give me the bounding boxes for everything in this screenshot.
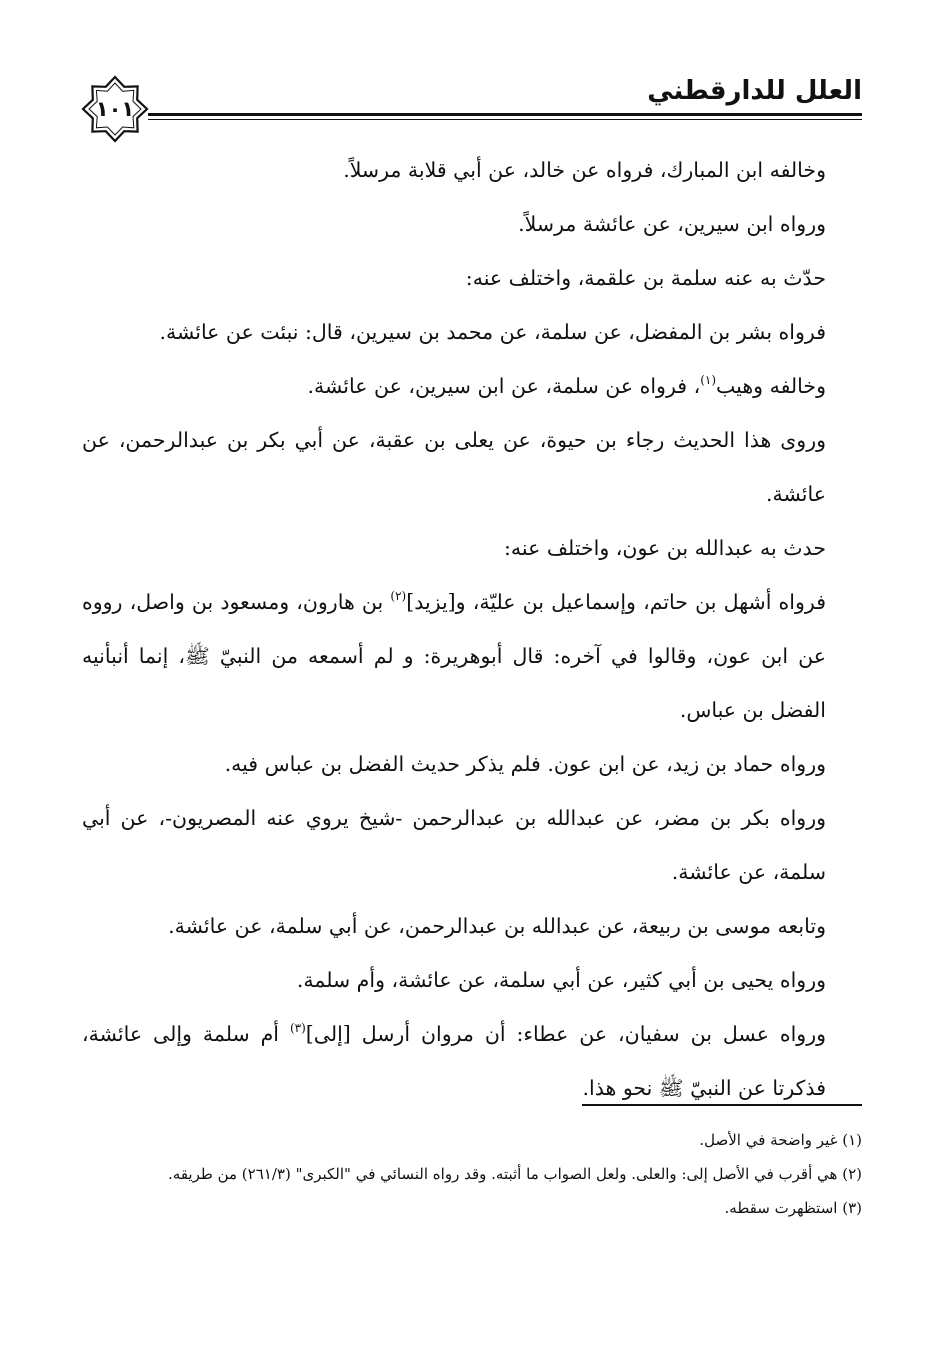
paragraph-text: وخالفه وهيب bbox=[716, 374, 826, 398]
paragraph-text: أم سلمة وإلى عائشة، فذكرتا عن النبيّ ﷺ نحو هذا. bbox=[82, 1022, 826, 1100]
page-number-ornament bbox=[80, 74, 150, 144]
footnote-ref: (١) bbox=[700, 373, 717, 387]
page-number: ١٠١ bbox=[95, 97, 135, 121]
paragraph: ورواه يحيى بن أبي كثير، عن أبي سلمة، عن عائشة، وأم سلمة. bbox=[296, 968, 826, 992]
paragraph-text: فرواه أشهل بن حاتم، وإسماعيل بن عليّة، و[يزيد] bbox=[406, 590, 827, 614]
paragraph bbox=[82, 1007, 862, 1115]
footnote: (٣) استظهرت سقطه. bbox=[724, 1199, 862, 1217]
footnotes bbox=[82, 1123, 862, 1225]
main-text bbox=[82, 143, 862, 1115]
paragraph: وخالفه ابن المبارك، فرواه عن خالد، عن أبي قلابة مرسلاً. bbox=[343, 158, 826, 182]
paragraph-text: بن هارون، ومسعود بن واصل، رووه عن ابن عون، وقالوا في آخره: قال أبوهريرة: و لم أسمعه من النبيّ ﷺ، إنما أنبأنيه الفضل بن عباس. bbox=[82, 590, 826, 722]
footnote-ref: (٣) bbox=[289, 1021, 306, 1035]
running-header-title: العلل للدارقطني bbox=[647, 76, 862, 106]
header-rule-thick bbox=[148, 113, 862, 116]
paragraph: وتابعه موسى بن ربيعة، عن عبدالله بن عبدالرحمن، عن أبي سلمة، عن عائشة. bbox=[168, 914, 826, 938]
footnote: (٢) هي أقرب في الأصل إلى: والعلى. ولعل الصواب ما أثبته. وقد رواه النسائي في "الكبرى" (٢٦١/٣) من طريقه. bbox=[168, 1165, 862, 1183]
footnote: (١) غير واضحة في الأصل. bbox=[699, 1131, 862, 1149]
paragraph-text: ، فرواه عن سلمة، عن ابن سيرين، عن عائشة. bbox=[307, 374, 701, 398]
paragraph: حدث به عبدالله بن عون، واختلف عنه: bbox=[503, 536, 826, 560]
paragraph-text: ورواه عسل بن سفيان، عن عطاء: أن مروان أرسل [إلى] bbox=[305, 1022, 826, 1046]
footnote-separator bbox=[582, 1104, 862, 1106]
paragraph: ورواه حماد بن زيد، عن ابن عون. فلم يذكر حديث الفضل بن عباس فيه. bbox=[224, 752, 826, 776]
paragraph: ورواه بكر بن مضر، عن عبدالله بن عبدالرحمن -شيخ يروي عنه المصريون-، عن أبي سلمة، عن عائشة. bbox=[82, 806, 826, 884]
paragraph: وروى هذا الحديث رجاء بن حيوة، عن يعلى بن عقبة، عن أبي بكر بن عبدالرحمن، عن عائشة. bbox=[82, 428, 826, 506]
header-rule-thin bbox=[148, 119, 862, 120]
paragraph: حدّث به عنه سلمة بن علقمة، واختلف عنه: bbox=[465, 266, 826, 290]
paragraph: فرواه بشر بن المفضل، عن سلمة، عن محمد بن سيرين، قال: نبئت عن عائشة. bbox=[159, 320, 826, 344]
paragraph bbox=[82, 359, 862, 413]
footnote-ref: (٢) bbox=[390, 589, 407, 603]
paragraph: ورواه ابن سيرين، عن عائشة مرسلاً. bbox=[518, 212, 826, 236]
paragraph bbox=[82, 575, 862, 737]
header-double-rule bbox=[148, 113, 862, 123]
